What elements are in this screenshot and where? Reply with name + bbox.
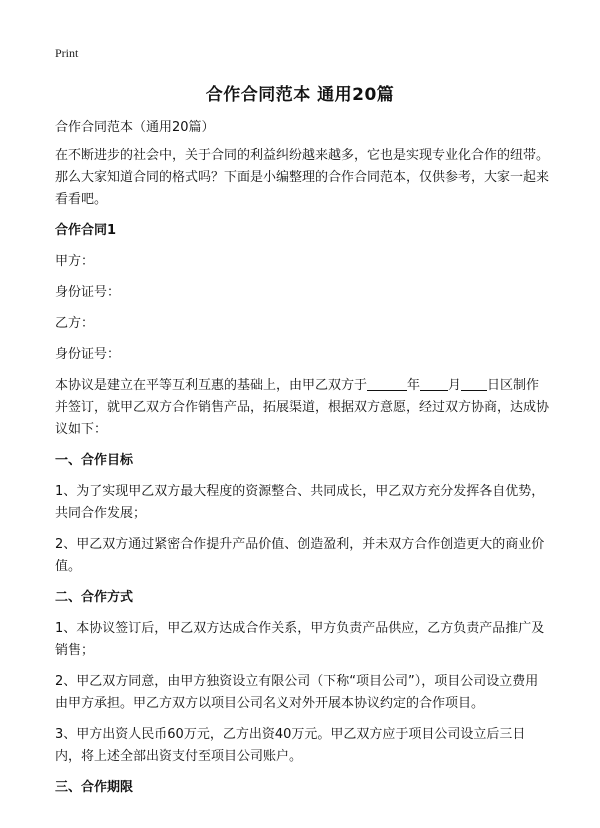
section-1-heading: 一、合作目标: [55, 453, 134, 468]
party-b-label: 乙方：: [55, 316, 95, 331]
agreement-text-1: 本协议是建立在平等互利互惠的基础上，由甲乙双方于: [55, 378, 368, 393]
year-label: 年: [407, 378, 421, 393]
contract-heading: 合作合同1: [55, 223, 117, 238]
section-3-heading: 三、合作期限: [55, 780, 134, 795]
section-2-item-1: 1、本协议签订后，甲乙双方达成合作关系，甲方负责产品供应，乙方负责产品推广及销售；: [55, 621, 545, 658]
agreement-paragraph: [55, 375, 550, 441]
agreement-text-2: 日区制作并签订，就甲乙双方合作销售产品，拓展渠道，根据双方意愿，经过双方协商，达成协议如下：: [55, 378, 550, 437]
day-blank: [461, 376, 487, 391]
party-a-label: 甲方：: [55, 254, 95, 269]
section-2-item-2: 2、甲乙双方同意，由甲方独资设立有限公司（下称“项目公司”），项目公司设立费用由甲方承担。甲乙方双方以项目公司名义对外开展本协议约定的合作项目。: [55, 674, 539, 711]
party-b-id-label: 身份证号：: [55, 347, 121, 362]
print-link[interactable]: Print: [55, 46, 79, 60]
party-a-id-label: 身份证号：: [55, 285, 121, 300]
section-2-item-3: 3、甲方出资人民币60万元，乙方出资40万元。甲乙双方应于项目公司设立后三日内，将上述全部出资支付至项目公司账户。: [55, 727, 526, 764]
month-label: 月: [448, 378, 462, 393]
section-2-heading: 二、合作方式: [55, 590, 134, 605]
intro-paragraph: 在不断进步的社会中，关于合同的利益纠纷越来越多，它也是实现专业化合作的纽带。那么大家知道合同的格式吗？下面是小编整理的合作合同范本，仅供参考，大家一起来看看吧。: [55, 148, 550, 207]
document-body: [55, 117, 550, 799]
document-title: 合作合同范本 通用20篇: [205, 85, 395, 105]
section-1-item-1: 1、为了实现甲乙双方最大程度的资源整合、共同成长，甲乙双方充分发挥各自优势，共同合作发展；: [55, 484, 545, 521]
section-1-item-2: 2、甲乙双方通过紧密合作提升产品价值、创造盈利，并未双方合作创造更大的商业价值。: [55, 537, 545, 574]
document-subtitle: 合作合同范本（通用20篇）: [55, 120, 215, 135]
month-blank: [420, 376, 448, 391]
year-blank: [367, 376, 407, 391]
